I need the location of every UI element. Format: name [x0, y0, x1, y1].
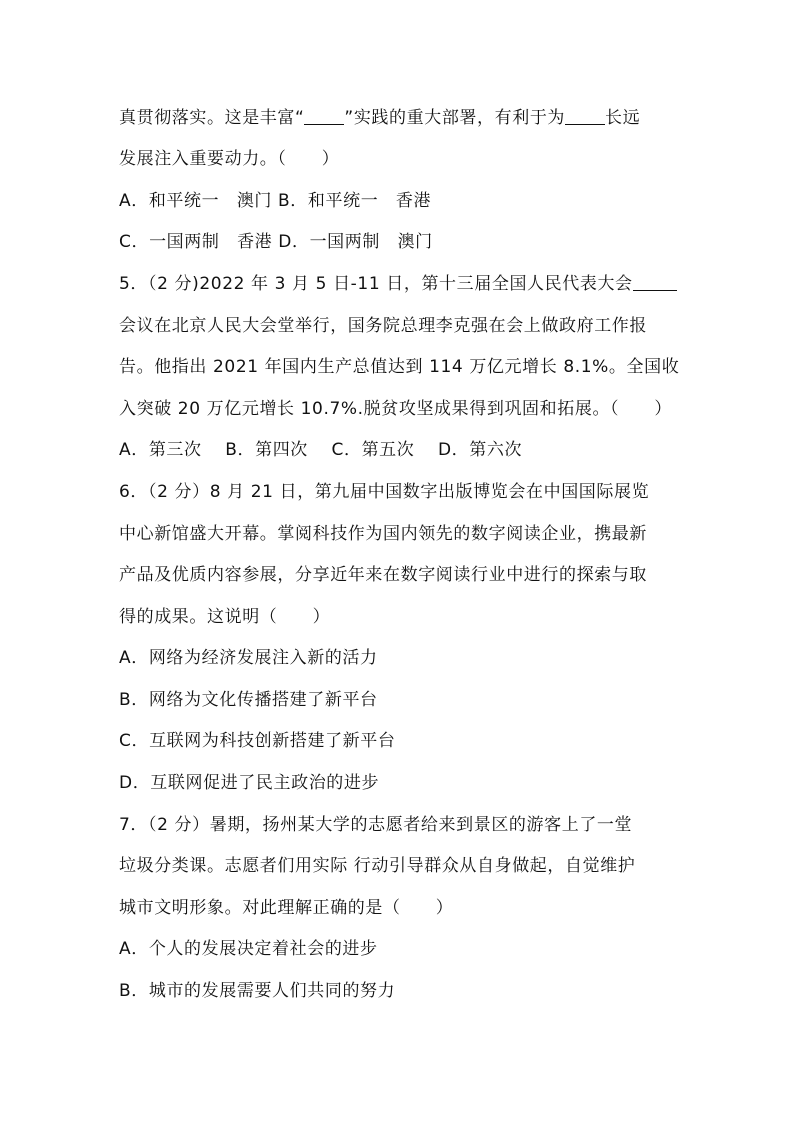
q6-option-d: D．互联网促进了民主政治的进步 [119, 773, 380, 793]
q6-text-line-1: 6．（2 分）8 月 21 日，第九届中国数字出版博览会在中国国际展览 [119, 482, 650, 502]
q7-text-line-1: 7．（2 分）暑期，扬州某大学的志愿者给来到景区的游客上了一堂 [119, 815, 633, 835]
q5-line1-text: 5．（2 分)2022 年 3 月 5 日-11 日，第十三届全国人民代表大会 [119, 274, 633, 294]
q4-blank-2 [565, 108, 605, 125]
q5-text-line-2: 会议在北京人民大会堂举行，国务院总理李克强在会上做政府工作报 [119, 316, 647, 336]
q4-line1-part-a: 真贯彻落实。这是丰富“ [119, 108, 305, 128]
q4-line1-part-b: ”实践的重大部署，有利于为 [344, 108, 566, 128]
q7-option-a: A．个人的发展决定着社会的进步 [119, 939, 378, 959]
q4-blank-1 [304, 108, 344, 125]
q5-text-line-4: 入突破 20 万亿元增长 10.7%.脱贫攻坚成果得到巩固和拓展。（ ） [119, 399, 672, 419]
q4-options-cd: C．一国两制 香港 D．一国两制 澳门 [119, 232, 433, 252]
q6-text-line-2: 中心新馆盛大开幕。掌阅科技作为国内领先的数字阅读企业，携最新 [119, 524, 647, 544]
q5-options: A．第三次 B．第四次 C．第五次 D．第六次 [119, 440, 523, 460]
q7-text-line-2: 垃圾分类课。志愿者们用实际 行动引导群众从自身做起，自觉维护 [119, 856, 636, 876]
q4-text-line-2: 发展注入重要动力。（ ） [119, 149, 340, 169]
q4-text-line-1 [119, 106, 689, 130]
q7-option-b: B．城市的发展需要人们共同的努力 [119, 981, 396, 1001]
q5-text-line-3: 告。他指出 2021 年国内生产总值达到 114 万亿元增长 8.1%。全国收 [119, 357, 680, 377]
q6-text-line-3: 产品及优质内容参展，分享近年来在数字阅读行业中进行的探索与取 [119, 565, 647, 585]
q4-line1-part-c: 长远 [605, 108, 641, 128]
q4-options-ab: A．和平统一 澳门 B．和平统一 香港 [119, 191, 432, 211]
q5-text-line-1 [119, 272, 689, 296]
q6-option-a: A．网络为经济发展注入新的活力 [119, 648, 378, 668]
q6-option-c: C．互联网为科技创新搭建了新平台 [119, 731, 396, 751]
q7-text-line-3: 城市文明形象。对此理解正确的是（ ） [119, 898, 454, 918]
q5-blank [633, 274, 677, 291]
q6-text-line-4: 得的成果。这说明（ ） [119, 607, 331, 627]
q6-option-b: B．网络为文化传播搭建了新平台 [119, 690, 378, 710]
